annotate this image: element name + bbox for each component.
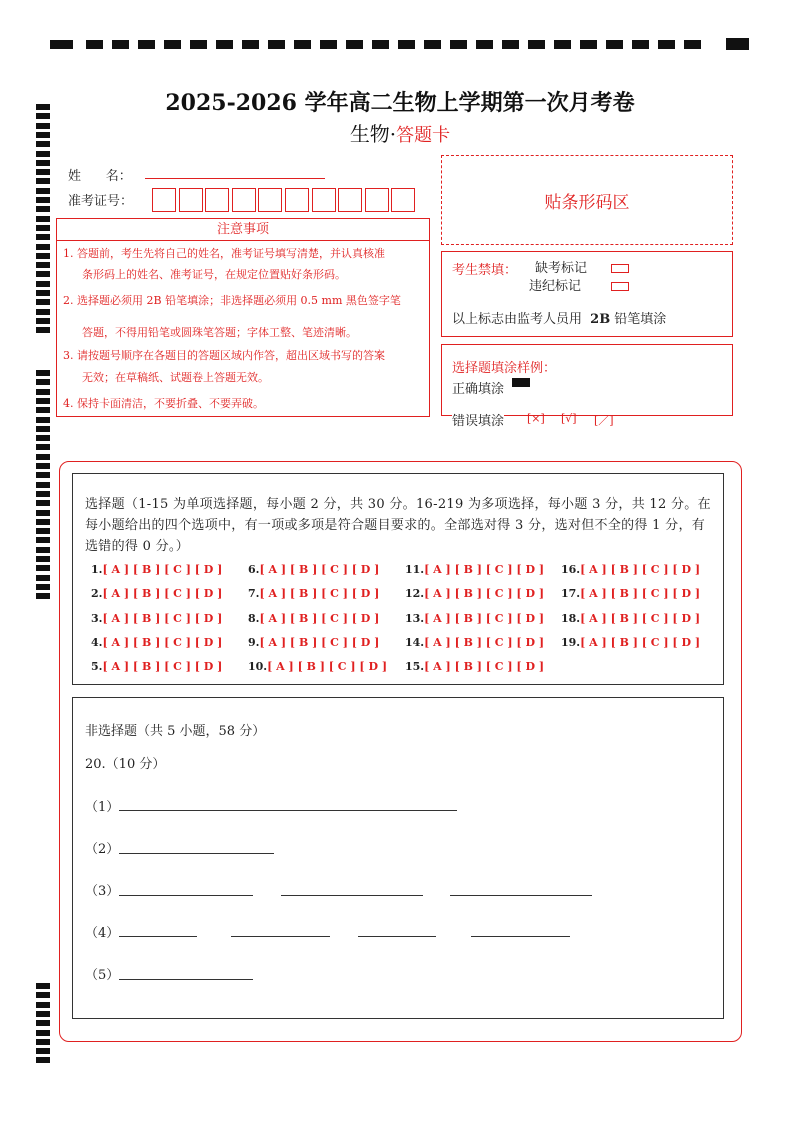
mcq-question-row[interactable] (91, 636, 222, 649)
answer-options[interactable]: [ A ] [ B ] [ C ] [ D ] (259, 612, 380, 625)
exam-id-digit-box[interactable] (391, 188, 415, 212)
exam-id-digit-box[interactable] (152, 188, 176, 212)
timing-mark (450, 40, 467, 49)
side-timing-mark (36, 500, 50, 506)
exam-id-digit-box[interactable] (338, 188, 362, 212)
mcq-question-row[interactable] (91, 587, 222, 600)
timing-mark (50, 40, 73, 49)
side-timing-mark (36, 206, 50, 212)
timing-mark (320, 40, 337, 49)
timing-mark (268, 40, 285, 49)
question-number: 7. (248, 587, 260, 600)
timing-mark (684, 40, 701, 49)
wrong-fill-mark: [／] (594, 414, 614, 427)
notice-item: 条形码上的姓名、准考证号，在规定位置贴好条形码。 (82, 268, 346, 281)
answer-line[interactable] (471, 936, 570, 937)
notice-item: 2. 选择题必须用 2B 铅笔填涂；非选择题必须用 0.5 mm 黑色签字笔 (63, 294, 401, 307)
proctor-label: 考生禁填： (452, 263, 518, 278)
exam-id-digit-box[interactable] (205, 188, 229, 212)
barcode-label: 贴条形码区 (544, 192, 630, 213)
timing-mark (294, 40, 311, 49)
side-timing-mark (36, 244, 50, 250)
question-number: 8. (248, 612, 260, 625)
side-timing-mark (36, 262, 50, 268)
side-timing-mark (36, 318, 50, 324)
answer-card-label: 答题卡 (396, 125, 451, 146)
timing-mark (580, 40, 597, 49)
mcq-question-row[interactable] (91, 563, 222, 576)
side-timing-mark (36, 417, 50, 423)
side-timing-mark (36, 370, 50, 376)
answer-options[interactable]: [ A ] [ B ] [ C ] [ D ] (580, 612, 701, 625)
timing-mark (138, 40, 155, 49)
side-timing-mark (36, 491, 50, 497)
answer-line[interactable] (119, 979, 253, 980)
proctor-note-suffix: 铅笔填涂 (614, 312, 667, 327)
page-subtitle (0, 118, 800, 147)
mcq-question-row[interactable] (405, 660, 544, 673)
exam-id-digit-box[interactable] (365, 188, 389, 212)
side-timing-mark (36, 435, 50, 441)
side-timing-mark (36, 482, 50, 488)
mcq-question-row[interactable] (405, 612, 544, 625)
side-timing-mark (36, 253, 50, 259)
answer-line[interactable] (119, 936, 197, 937)
side-timing-mark (36, 556, 50, 562)
answer-options[interactable]: [ A ] [ B ] [ C ] [ D ] (580, 587, 701, 600)
question-number: 12. (405, 587, 425, 600)
mcq-question-row[interactable] (91, 612, 222, 625)
timing-mark (216, 40, 233, 49)
side-timing-mark (36, 1002, 50, 1008)
question-number: 5. (91, 660, 103, 673)
answer-options[interactable]: [ A ] [ B ] [ C ] [ D ] (424, 636, 545, 649)
answer-options[interactable]: [ A ] [ B ] [ C ] [ D ] (267, 660, 388, 673)
subject-label: 生物· (349, 122, 397, 146)
timing-mark (606, 40, 623, 49)
part-4-label: （4） (85, 926, 120, 941)
absent-mark-label: 缺考标记 (535, 261, 588, 276)
exam-id-digit-box[interactable] (179, 188, 203, 212)
mcq-question-row[interactable] (561, 612, 700, 625)
side-timing-mark (36, 575, 50, 581)
side-timing-mark (36, 444, 50, 450)
notice-item: 1. 答题前，考生先将自己的姓名，准考证号填写清楚，并认真核准 (63, 247, 385, 260)
answer-options[interactable]: [ A ] [ B ] [ C ] [ D ] (102, 660, 223, 673)
side-timing-mark (36, 299, 50, 305)
side-timing-mark (36, 510, 50, 516)
timing-mark (112, 40, 129, 49)
answer-options[interactable]: [ A ] [ B ] [ C ] [ D ] (424, 612, 545, 625)
mcq-question-row[interactable] (248, 587, 379, 600)
mcq-question-row[interactable] (561, 587, 700, 600)
question-number: 16. (561, 563, 581, 576)
name-input-line[interactable] (145, 178, 325, 179)
question-number: 1. (91, 563, 103, 576)
essay-heading: 非选择题（共 5 小题，58 分） (85, 724, 266, 739)
question-number: 14. (405, 636, 425, 649)
question-number: 10. (248, 660, 268, 673)
timing-mark (242, 40, 259, 49)
proctor-note (452, 308, 666, 327)
question-20-label: 20.（10 分） (85, 757, 166, 772)
question-number: 15. (405, 660, 425, 673)
non-choice-section (72, 697, 724, 1019)
violation-mark-label: 违纪标记 (529, 279, 582, 294)
side-timing-mark (36, 565, 50, 571)
side-timing-mark (36, 472, 50, 478)
timing-mark (658, 40, 675, 49)
side-timing-mark (36, 398, 50, 404)
part-5-label: （5） (85, 968, 120, 983)
side-timing-mark (36, 1057, 50, 1063)
question-number: 18. (561, 612, 581, 625)
question-number: 2. (91, 587, 103, 600)
exam-id-digit-box[interactable] (312, 188, 336, 212)
name-label: 姓 名： (68, 169, 132, 184)
side-timing-mark (36, 160, 50, 166)
part-3-label: （3） (85, 884, 120, 899)
wrong-fill-mark: [√] (561, 412, 577, 425)
timing-mark (164, 40, 181, 49)
exam-id-label: 准考证号： (68, 194, 134, 209)
question-number: 11. (405, 563, 425, 576)
fill-sample-box (441, 344, 733, 429)
answer-options[interactable]: [ A ] [ B ] [ C ] [ D ] (259, 587, 380, 600)
timing-mark (398, 40, 415, 49)
timing-mark (424, 40, 441, 49)
correct-fill-mark (512, 378, 530, 387)
answer-line[interactable] (281, 895, 423, 896)
mcq-question-row[interactable] (405, 563, 544, 576)
answer-line[interactable] (231, 936, 330, 937)
question-number: 17. (561, 587, 581, 600)
side-timing-mark (36, 169, 50, 175)
correct-fill-label: 正确填涂 (452, 382, 505, 397)
timing-mark (528, 40, 545, 49)
side-timing-mark (36, 151, 50, 157)
timing-mark (632, 40, 649, 49)
side-timing-mark (36, 454, 50, 460)
answer-line[interactable] (119, 853, 274, 854)
answer-options[interactable]: [ A ] [ B ] [ C ] [ D ] (102, 636, 223, 649)
answer-options[interactable]: [ A ] [ B ] [ C ] [ D ] (424, 563, 545, 576)
side-timing-mark (36, 281, 50, 287)
side-timing-mark (36, 379, 50, 385)
exam-id-digit-box[interactable] (258, 188, 282, 212)
timing-mark (476, 40, 493, 49)
mcq-question-row[interactable] (405, 636, 544, 649)
timing-mark (346, 40, 363, 49)
violation-mark-box[interactable] (611, 282, 629, 291)
timing-mark (502, 40, 519, 49)
side-timing-mark (36, 1011, 50, 1017)
wrong-fill-label: 错误填涂 (452, 410, 504, 429)
timing-mark (86, 40, 103, 49)
exam-id-digit-box[interactable] (232, 188, 256, 212)
side-timing-mark (36, 1030, 50, 1036)
multiple-choice-section (72, 473, 724, 685)
answer-options[interactable]: [ A ] [ B ] [ C ] [ D ] (259, 563, 380, 576)
side-timing-mark (36, 983, 50, 989)
wrong-fill-mark: [×] (527, 412, 545, 425)
side-timing-mark (36, 519, 50, 525)
side-timing-mark (36, 1039, 50, 1045)
answer-options[interactable]: [ A ] [ B ] [ C ] [ D ] (580, 563, 701, 576)
side-timing-mark (36, 463, 50, 469)
mcq-question-row[interactable] (561, 636, 700, 649)
side-timing-mark (36, 389, 50, 395)
mcq-question-row[interactable] (405, 587, 544, 600)
answer-options[interactable]: [ A ] [ B ] [ C ] [ D ] (424, 587, 545, 600)
part-2-label: （2） (85, 842, 120, 857)
timing-mark (372, 40, 389, 49)
answer-options[interactable]: [ A ] [ B ] [ C ] [ D ] (102, 563, 223, 576)
side-timing-mark (36, 178, 50, 184)
answer-line[interactable] (358, 936, 436, 937)
notice-item: 4. 保持卡面清洁，不要折叠、不要弄破。 (63, 397, 264, 410)
notice-heading: 注意事项 (57, 219, 429, 241)
side-timing-mark (36, 1048, 50, 1054)
question-number: 13. (405, 612, 425, 625)
notice-item: 3. 请按题号顺序在各题目的答题区域内作答，超出区域书写的答案 (63, 349, 385, 362)
exam-id-digit-box[interactable] (285, 188, 309, 212)
answer-line[interactable] (119, 895, 253, 896)
proctor-note-prefix: 以上标志由监考人员用 (452, 312, 583, 327)
side-timing-mark (36, 234, 50, 240)
side-timing-mark (36, 271, 50, 277)
side-timing-mark (36, 327, 50, 333)
absent-mark-box[interactable] (611, 264, 629, 273)
barcode-area (441, 155, 733, 245)
timing-mark (554, 40, 571, 49)
mcq-question-row[interactable] (91, 660, 222, 673)
mcq-question-row[interactable] (248, 660, 387, 673)
question-number: 19. (561, 636, 581, 649)
answer-options[interactable]: [ A ] [ B ] [ C ] [ D ] (580, 636, 701, 649)
side-timing-mark (36, 216, 50, 222)
question-number: 9. (248, 636, 260, 649)
side-timing-mark (36, 290, 50, 296)
proctor-note-bold: 2B (590, 312, 611, 327)
page-title: 2025-2026 学年高二生物上学期第一次月考卷 (165, 90, 635, 116)
mcq-question-row[interactable] (248, 636, 379, 649)
side-timing-mark (36, 593, 50, 599)
answer-line[interactable] (450, 895, 592, 896)
side-timing-mark (36, 584, 50, 590)
answer-options[interactable]: [ A ] [ B ] [ C ] [ D ] (102, 587, 223, 600)
side-timing-mark (36, 547, 50, 553)
side-timing-mark (36, 188, 50, 194)
mcq-question-row[interactable] (248, 612, 379, 625)
answer-options[interactable]: [ A ] [ B ] [ C ] [ D ] (102, 612, 223, 625)
notice-item: 答题，不得用铅笔或圆珠笔答题；字体工整、笔迹清晰。 (82, 326, 357, 339)
mcq-question-row[interactable] (561, 563, 700, 576)
side-timing-mark (36, 528, 50, 534)
question-number: 3. (91, 612, 103, 625)
side-timing-mark (36, 426, 50, 432)
answer-options[interactable]: [ A ] [ B ] [ C ] [ D ] (424, 660, 545, 673)
side-timing-mark (36, 992, 50, 998)
proctor-only-box (441, 251, 733, 337)
timing-mark (726, 38, 749, 50)
mcq-instructions: 选择题（1-15 为单项选择题，每小题 2 分，共 30 分。16-219 为多项选择，每小题 3 分，共 12 分。在每小题给出的四个选项中，有一项或多项是符合题目要求的。全部选对得 3 分，选对但不全的得 1 分，有选错的得 0 分。） (85, 497, 711, 554)
answer-line[interactable] (119, 810, 457, 811)
notice-box (56, 218, 430, 417)
mcq-question-row[interactable] (248, 563, 379, 576)
side-timing-mark (36, 407, 50, 413)
timing-mark (190, 40, 207, 49)
question-number: 4. (91, 636, 103, 649)
side-timing-mark (36, 537, 50, 543)
question-number: 6. (248, 563, 260, 576)
answer-options[interactable]: [ A ] [ B ] [ C ] [ D ] (259, 636, 380, 649)
side-timing-mark (36, 225, 50, 231)
notice-item: 无效；在草稿纸、试题卷上答题无效。 (82, 371, 269, 384)
side-timing-mark (36, 1020, 50, 1026)
sample-heading: 选择题填涂样例： (452, 361, 557, 376)
side-timing-mark (36, 309, 50, 315)
side-timing-mark (36, 197, 50, 203)
part-1-label: （1） (85, 800, 120, 815)
